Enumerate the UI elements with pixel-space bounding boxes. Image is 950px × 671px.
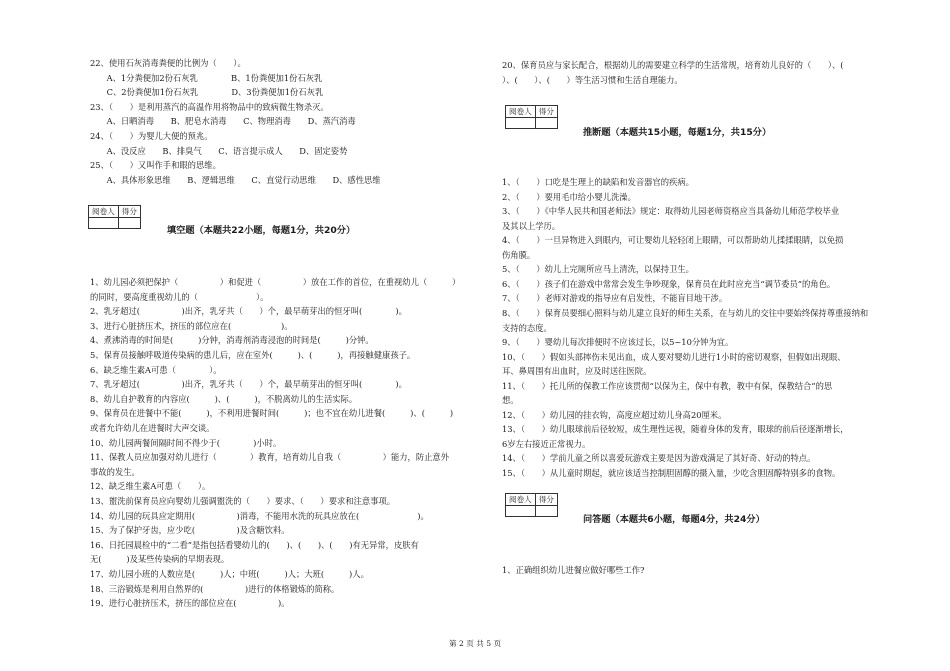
text-line: 16、日托园晨检中的“二看”是指包括看婴幼儿的( )、( )、( )有无异常，皮肤有 <box>90 539 419 550</box>
text-line: 12、（ ）幼儿园的挂衣钩，高度应超过幼儿身高20厘米。 <box>502 409 727 420</box>
text-line: 18、三浴锻炼是利用自然界的( )进行的体格锻炼的简称。 <box>90 583 340 594</box>
text-line: 8、幼儿自护教育的内容应( )、( )，不脱离幼儿的生活实际。 <box>90 393 358 404</box>
score-box-judge <box>505 105 558 129</box>
text-line: A、具体形象思维 B、逻辑思维 C、直觉行动思维 D、感性思维 <box>90 174 381 185</box>
section-title-fill: 填空题（本题共22小题，每题1分，共20分） <box>167 225 356 236</box>
text-line: 耳、鼻周围有出血时，应及时送往医院。 <box>502 366 652 377</box>
text-line: 25、（ ）又叫作手和眼的思维。 <box>90 160 221 171</box>
score-cell <box>535 506 557 517</box>
text-line: 事故的发生。 <box>90 466 140 477</box>
text-line: 8、（ ）保育员要细心照料与幼儿建立良好的师生关系，在与幼儿的交往中要始终保持尊重接纳和 <box>502 307 869 318</box>
page-footer: 第 2 页 共 5 页 <box>448 639 502 648</box>
text-line: 22、使用石灰消毒粪便的比例为（ ）。 <box>90 58 246 68</box>
text-line: 13、（ ）幼儿眼球前后径较短，成生理性远视，随着身体的发育，眼球的前后径逐渐增长， <box>502 424 849 435</box>
text-line: 11、（ ）托儿所的保教工作应该贯彻“以保为主，保中有教，教中有保，保教结合”的思 <box>502 380 833 391</box>
text-line: A、日晒消毒 B、肥皂水消毒 C、物理消毒 D、蒸汽消毒 <box>90 116 356 127</box>
text-line: C、2份粪便加1份石灰乳 D、3份粪便加1份石灰乳 <box>90 87 324 98</box>
text-line: 2、（ ）要用毛巾给小婴儿洗澡。 <box>502 191 636 202</box>
reviewer-cell <box>89 218 119 229</box>
text-line: 20、保育员应与家长配合，根据幼儿的需要建立科学的生活常规，培育幼儿良好的（ ）、( <box>502 60 861 70</box>
text-line: 的同时，要高度重视幼儿的（ ）。 <box>90 291 269 302</box>
score-label: 得分 <box>118 206 140 218</box>
text-line: 13、盥洗前保育员应向婴幼儿强调盥洗的（ ）要求、（ ）要求和注意事项。 <box>90 496 396 506</box>
reviewer-label: 阅卷人 <box>506 494 536 506</box>
text-line: 4、煮沸消毒的时间是( )分钟，消毒剂消毒浸泡的时间是( )分钟。 <box>90 335 374 346</box>
text-line: 9、保育员在进餐中不能( )，不利用进餐时间( )；也不宜在幼儿进餐( )、( ) <box>90 408 454 419</box>
text-line: 无( )及某些传染病的早期表现。 <box>90 554 230 565</box>
score-cell <box>535 118 557 129</box>
text-line: 7、（ ）老师对游戏的指导应有启发性，不能盲目地干涉。 <box>502 293 728 304</box>
text-line: 12、缺乏维生素A可患（ ）。 <box>90 481 211 492</box>
text-line: 17、幼儿园小班的人数应是( )人；中班( )人；大班( )人。 <box>90 569 369 579</box>
reviewer-label: 阅卷人 <box>506 106 536 118</box>
text-line: A、没反应 B、排臭气 C、语言提示成人 D、固定姿势 <box>90 145 348 156</box>
score-box-essay <box>505 493 558 517</box>
reviewer-cell <box>506 118 536 129</box>
section-title-essay: 问答题（本题共6小题，每题4分，共24分） <box>583 514 765 525</box>
text-line: 4、（ ）一旦异物进入到眼内，可让婴幼儿轻轻闭上眼睛，可以帮助幼儿揉揉眼睛，以免损 <box>502 235 844 246</box>
text-line: 及其以上学历。 <box>502 220 561 231</box>
text-line: 14、幼儿园的玩具应定期用( )消毒，不能用水洗的玩具应放在( )。 <box>90 510 429 521</box>
text-line: 19、进行心脏挤压术，挤压的部位应在( )。 <box>90 598 290 609</box>
text-line: 24、（ ）为婴儿大便的预兆。 <box>90 131 213 141</box>
text-line: 9、（ ）婴幼儿每次排便时不应该过长，以5~10分钟为宜。 <box>502 337 734 348</box>
text-line: 1、（ ）口吃是生理上的缺陷和发音器官的疾病。 <box>502 177 694 187</box>
text-line: 1、正确组织幼儿进餐应做好哪些工作? <box>502 565 645 575</box>
text-line: 3、（ ）《中华人民共和国老师法》规定：取得幼儿园老师资格应当具备幼儿师范学校毕业 <box>502 206 840 217</box>
text-line: 23、（ ）是利用蒸汽的高温作用将物品中的致病微生物杀灭。 <box>90 101 329 112</box>
text-line: 6、（ ）孩子们在游戏中常常会发生争吵现象，保育员在此时应充当“调节委员”的角色。 <box>502 278 836 289</box>
text-line: 5、保育员接触呼吸道传染病的患儿后，应在室外( )、( )，再接触健康孩子。 <box>90 350 416 360</box>
text-line: ）、( ）、( ）等生活习惯和生活自理能力。 <box>502 74 683 85</box>
section-title-judge: 推断题（本题共15小题，每题1分，共15分） <box>583 127 772 138</box>
text-line: 想。 <box>502 395 519 406</box>
text-line: 6岁左右接近正常视力。 <box>502 438 591 449</box>
reviewer-label: 阅卷人 <box>89 206 119 218</box>
text-line: 1、幼儿园必须把保护（ ）和促进（ ）放在工作的首位，在重视幼儿（ ） <box>90 277 461 287</box>
text-line: A、1分粪便加2份石灰乳 B、1份粪便加1份石灰乳 <box>90 72 323 83</box>
score-box-fill <box>88 205 141 229</box>
text-line: 伤角膜。 <box>502 249 536 260</box>
text-line: 15、（ ）从儿童时期起，就应该适当控制胆固醇的摄入量，少吃含胆固醇特别多的食物。 <box>502 468 841 478</box>
text-line: 6、缺乏维生素A可患（ ）。 <box>90 364 222 375</box>
text-line: 7、乳牙超过( )出齐，乳牙共（ ）个，最早萌芽出的恒牙叫( )。 <box>90 379 407 390</box>
reviewer-cell <box>506 506 536 517</box>
text-line: 10、幼儿园两餐间隔时间不得少于( )小时。 <box>90 437 282 448</box>
text-line: 3、进行心脏挤压术，挤压的部位应在( )。 <box>90 320 293 331</box>
text-line: 2、乳牙超过( )出齐，乳牙共（ ）个，最早萌芽出的恒牙叫( )。 <box>90 306 407 317</box>
text-line: 5、（ ）幼儿上完厕所应马上清洗，以保持卫生。 <box>502 264 694 275</box>
score-label: 得分 <box>535 494 557 506</box>
text-line: 11、保教人员应加强对幼儿进行（ ）教育，培育幼儿自我（ ）能力，防止意外 <box>90 452 450 463</box>
text-line: 14、（ ）学前儿童之所以喜爱玩游戏主要是因为游戏满足了其好奇、好动的特点。 <box>502 453 816 464</box>
text-line: 支持的态度。 <box>502 322 552 333</box>
text-line: 15、为了保护牙齿，应少吃( )及含糖饮料。 <box>90 525 290 536</box>
score-cell <box>118 218 140 229</box>
text-line: 或者允许幼儿在进餐时大声交谈。 <box>90 423 215 433</box>
score-label: 得分 <box>535 106 557 118</box>
text-line: 10、（ ）假如头部摔伤未见出血，成人要对婴幼儿进行1小时的密切观察，但假如出现眼、 <box>502 351 846 362</box>
